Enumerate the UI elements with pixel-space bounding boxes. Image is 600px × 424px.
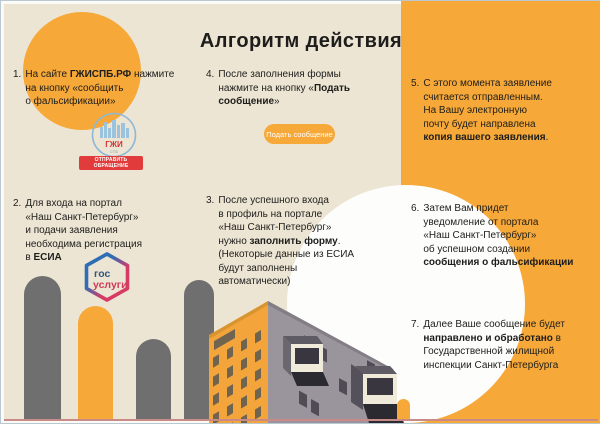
submit-message-button[interactable]: Подать сообщение — [264, 124, 335, 144]
step-5-text: С этого момента заявление считается отправленным. На Вашу электронную почту будет направлена копия вашего заявления. — [423, 78, 552, 143]
gzhi-spb-logo-icon — [89, 112, 139, 160]
step-4-text: После заполнения формы нажмите на кнопку «Подать сообщение» — [218, 69, 351, 107]
gosuslugi-text-line2: услуги — [93, 279, 128, 291]
step-1 — [13, 68, 174, 109]
step-1-text: На сайте ГЖИСПБ.РФ нажмите на кнопку «сообщить о фальсификации» — [25, 69, 175, 107]
step-5 — [411, 77, 552, 145]
step-4 — [206, 68, 350, 109]
step-2-number: 2. — [13, 198, 22, 209]
svg-text:СПБ: СПБ — [109, 149, 119, 154]
step-7 — [411, 318, 565, 372]
bar-decoration-3 — [136, 339, 171, 420]
step-6 — [411, 202, 573, 270]
svg-text:ГЖИ: ГЖИ — [105, 140, 123, 149]
step-3 — [206, 194, 354, 289]
bar-decoration-1 — [24, 276, 61, 420]
gosuslugi-text-line1: гос — [94, 268, 111, 280]
step-6-number: 6. — [411, 203, 420, 214]
send-appeal-button[interactable]: ОТПРАВИТЬ ОБРАЩЕНИЕ — [79, 156, 143, 170]
step-2-text: Для входа на портал «Наш Санкт-Петербург» и подачи заявления необходима регистрация в ЕСИА — [25, 198, 143, 263]
step-3-number: 3. — [206, 195, 215, 206]
bar-decoration-5 — [397, 399, 410, 421]
building-illustration — [201, 296, 416, 423]
bar-decoration-2 — [78, 306, 113, 420]
step-7-number: 7. — [411, 319, 420, 330]
step-7-text: Далее Ваше сообщение будет направлено и обработано в Государственной жилищной инспекции Санкт-Петербурга — [423, 319, 565, 371]
bottom-accent-line — [4, 419, 598, 421]
step-4-number: 4. — [206, 69, 215, 80]
gosuslugi-logo-icon — [81, 251, 133, 303]
step-1-number: 1. — [13, 69, 22, 80]
step-6-text: Затем Вам придет уведомление от портала «Наш Санкт-Петербург» об успешном создании сообщения о фальсификации — [423, 203, 574, 268]
step-5-number: 5. — [411, 78, 420, 89]
page-title: Алгоритм действия — [199, 30, 403, 52]
step-3-text: После успешного входа в профиль на портале «Наш Санкт-Петербург» нужно заполнить форму. (Некоторые данные из ЕСИА будут заполнены автоматически) — [218, 195, 355, 287]
